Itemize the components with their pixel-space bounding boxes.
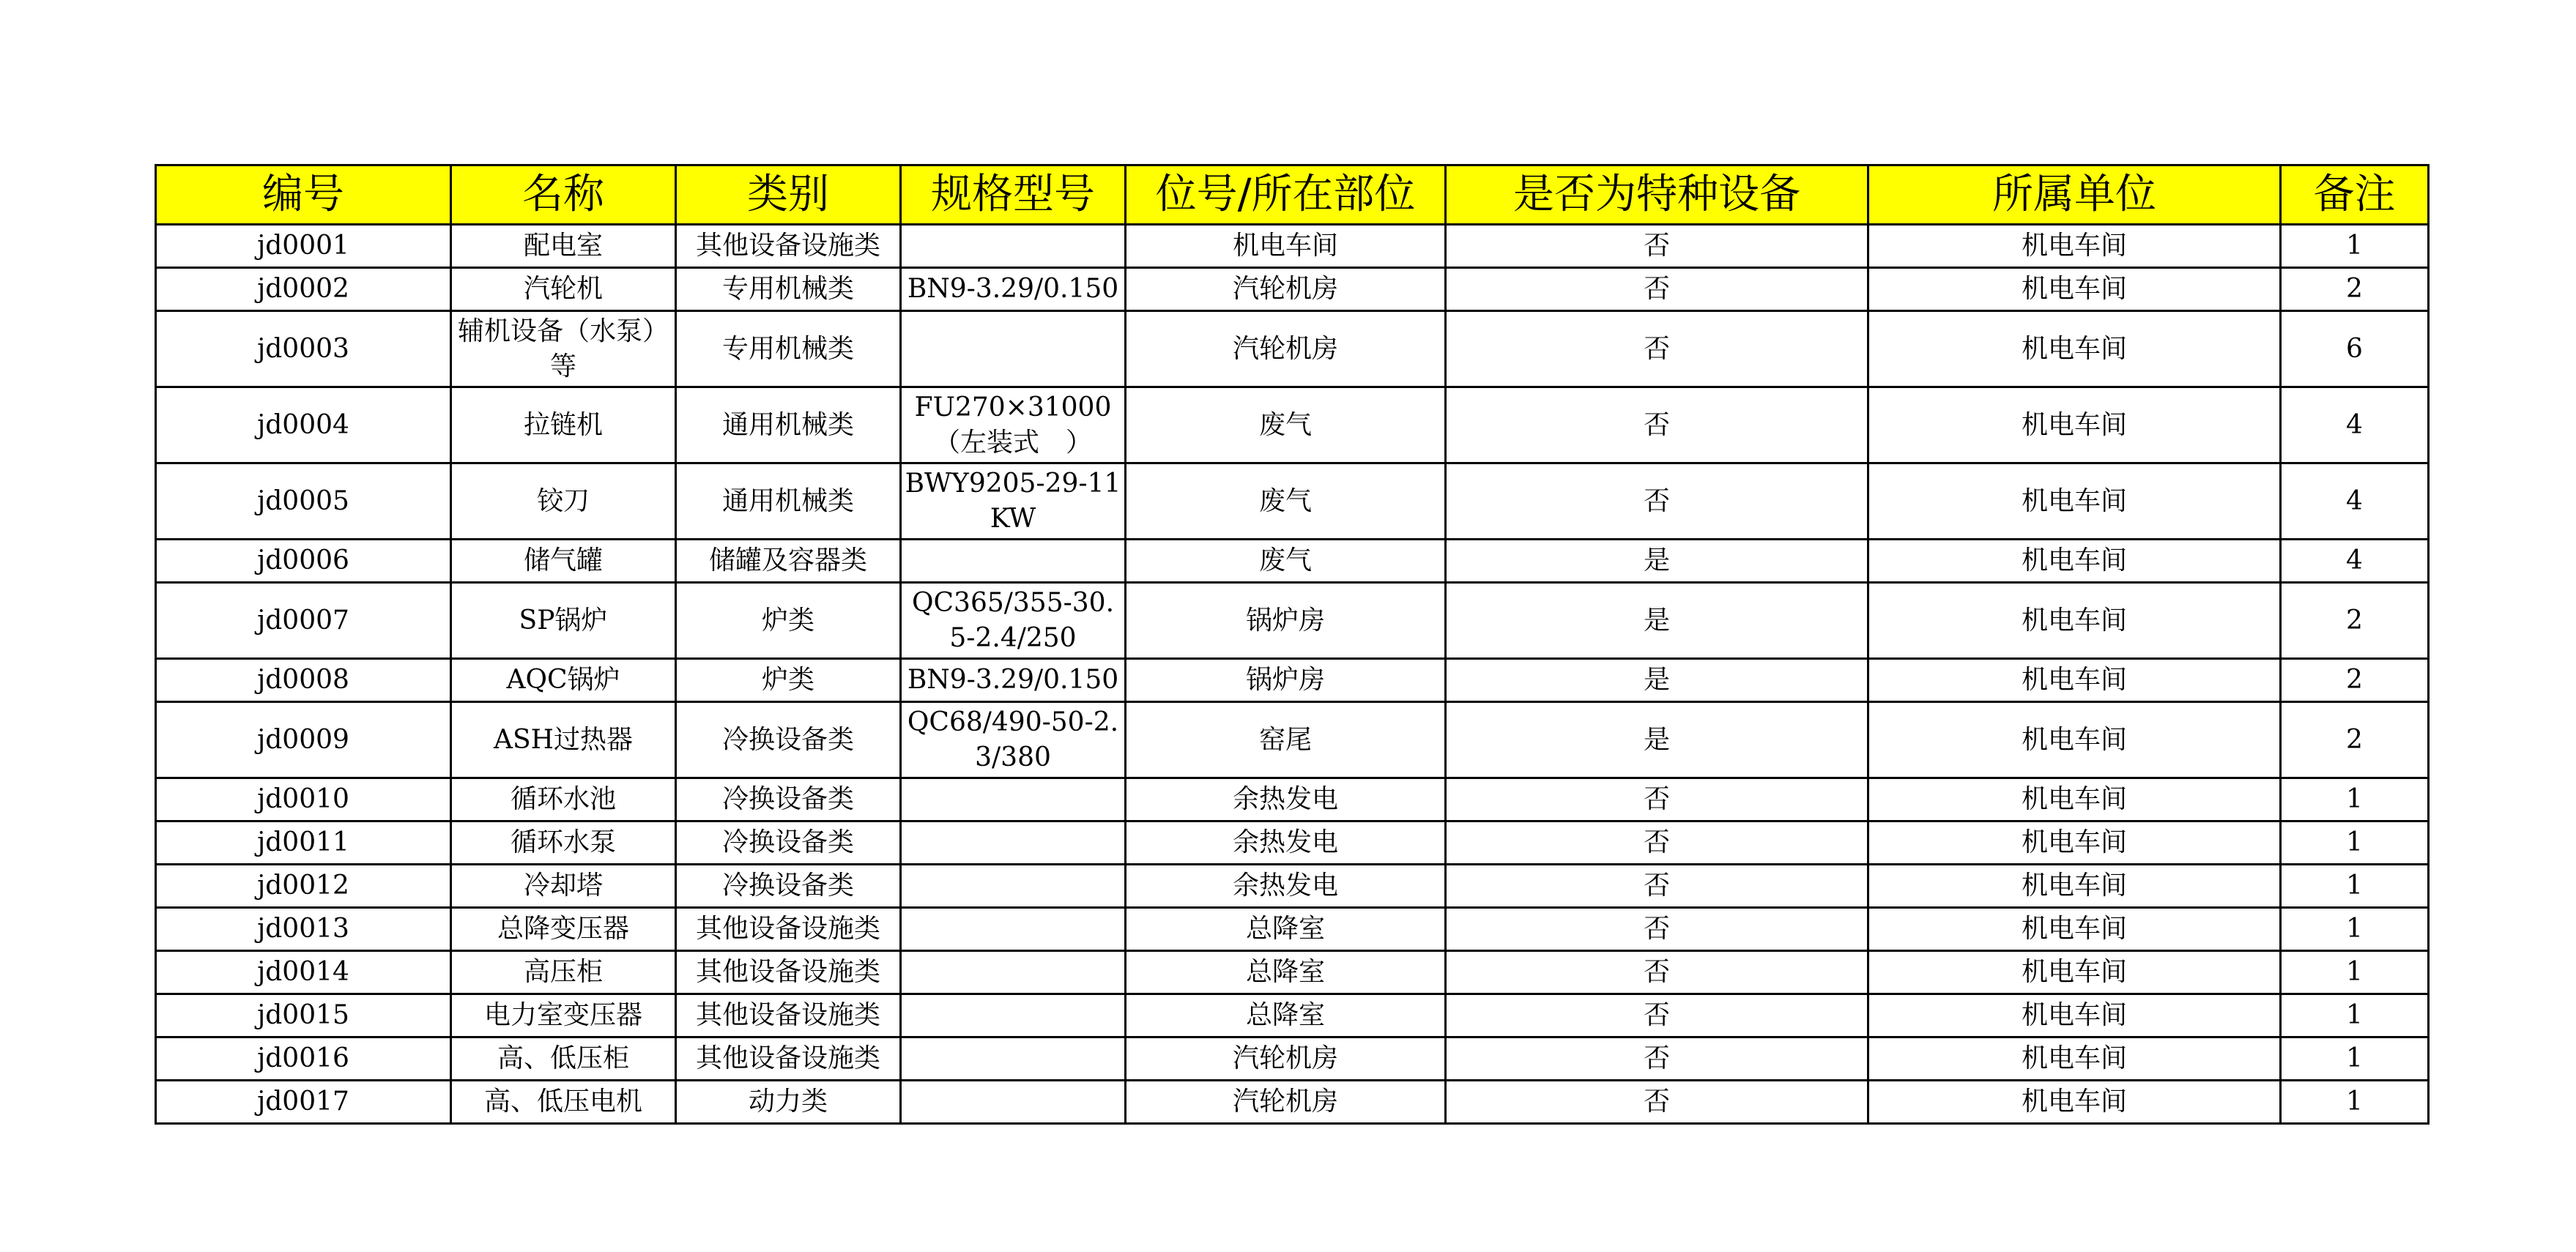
cell-location-text: 余热发电 [1232,827,1338,857]
cell-special-equipment-text: 否 [1643,827,1670,857]
cell-id [156,268,451,311]
cell-special-equipment [1446,311,1868,387]
cell-location-text: 锅炉房 [1245,665,1325,695]
cell-category [676,821,901,865]
cell-note [2281,908,2429,951]
cell-special-equipment [1446,540,1868,583]
cell-special-equipment-text: 否 [1643,1087,1670,1117]
cell-category [676,387,901,463]
cell-note [2281,463,2429,540]
cell-unit-text: 机电车间 [2021,485,2127,516]
table-row [156,225,2429,268]
cell-location-text: 余热发电 [1232,784,1338,814]
cell-special-equipment [1446,821,1868,865]
cell-unit-text: 机电车间 [2021,871,2127,901]
cell-unit-text: 机电车间 [2021,274,2127,304]
cell-location [1126,387,1446,463]
cell-name-text: 循环水池 [510,784,616,814]
cell-note-text: 2 [2346,724,2363,755]
cell-spec-text: BWY9205-29-11KW [905,468,1121,534]
cell-note [2281,821,2429,865]
cell-category [676,463,901,540]
cell-special-equipment [1446,702,1868,778]
cell-note [2281,1037,2429,1081]
cell-name-text: 总降变压器 [497,914,629,944]
cell-special-equipment [1446,268,1868,311]
cell-name [451,311,676,387]
cell-unit [1868,994,2281,1037]
cell-note [2281,311,2429,387]
cell-unit [1868,540,2281,583]
table-row [156,865,2429,908]
cell-note-text: 1 [2346,231,2363,261]
header-note: 备注 [2281,165,2429,225]
cell-location [1126,1037,1446,1081]
cell-name [451,1037,676,1081]
cell-location [1126,311,1446,387]
cell-id-text: jd0008 [257,665,349,695]
cell-special-equipment [1446,865,1868,908]
cell-special-equipment [1446,1081,1868,1124]
cell-note-text: 4 [2346,545,2363,575]
cell-name [451,387,676,463]
cell-category [676,1081,901,1124]
cell-category-text: 冷换设备类 [721,827,854,857]
cell-unit-text: 机电车间 [2021,784,2127,814]
cell-unit-text: 机电车间 [2021,545,2127,575]
cell-location-text: 总降室 [1245,1000,1325,1030]
cell-note-text: 4 [2346,485,2363,516]
cell-unit [1868,583,2281,659]
cell-id [156,1037,451,1081]
cell-note-text: 1 [2346,871,2363,901]
table-row [156,659,2429,702]
cell-id-text: jd0011 [257,827,349,857]
cell-category-text: 其他设备设施类 [695,1000,880,1030]
cell-category [676,659,901,702]
cell-note [2281,778,2429,821]
cell-unit-text: 机电车间 [2021,231,2127,261]
cell-special-equipment-text: 否 [1643,274,1670,304]
cell-location [1126,865,1446,908]
cell-name [451,865,676,908]
cell-id [156,540,451,583]
cell-category [676,908,901,951]
cell-location-text: 总降室 [1245,914,1325,944]
table-row [156,821,2429,865]
cell-unit-text: 机电车间 [2021,827,2127,857]
cell-id-text: jd0007 [257,605,349,636]
cell-note-text: 1 [2346,914,2363,944]
cell-note [2281,583,2429,659]
cell-unit [1868,463,2281,540]
cell-note [2281,994,2429,1037]
table-row [156,583,2429,659]
cell-location [1126,268,1446,311]
cell-unit-text: 机电车间 [2021,1000,2127,1030]
cell-category-text: 储罐及容器类 [708,545,867,575]
cell-id-text: jd0017 [257,1087,349,1117]
cell-location [1126,583,1446,659]
cell-category [676,268,901,311]
cell-location [1126,951,1446,994]
cell-name [451,821,676,865]
cell-name [451,463,676,540]
cell-location [1126,994,1446,1037]
cell-special-equipment-text: 否 [1643,1000,1670,1030]
cell-id [156,865,451,908]
cell-id [156,659,451,702]
header-row [156,165,2429,225]
cell-id [156,583,451,659]
cell-id-text: jd0013 [257,914,349,944]
cell-id [156,702,451,778]
cell-special-equipment-text: 是 [1643,665,1670,695]
cell-spec [901,1037,1126,1081]
cell-name [451,778,676,821]
cell-category-text: 通用机械类 [721,485,854,516]
cell-special-equipment [1446,951,1868,994]
cell-special-equipment [1446,225,1868,268]
cell-location [1126,778,1446,821]
cell-category [676,311,901,387]
cell-unit [1868,821,2281,865]
table-row [156,951,2429,994]
cell-name [451,994,676,1037]
cell-unit-text: 机电车间 [2021,605,2127,636]
cell-id [156,821,451,865]
cell-id-text: jd0016 [257,1043,349,1073]
cell-category-text: 动力类 [748,1087,828,1117]
table-row [156,702,2429,778]
cell-special-equipment-text: 否 [1643,1043,1670,1073]
cell-special-equipment-text: 是 [1643,545,1670,575]
table-body [156,225,2429,1124]
cell-spec [901,583,1126,659]
cell-category [676,1037,901,1081]
cell-location [1126,908,1446,951]
cell-id-text: jd0001 [257,231,349,261]
cell-unit [1868,311,2281,387]
cell-name-text: 电力室变压器 [483,1000,642,1030]
cell-id-text: jd0014 [257,957,349,987]
cell-id [156,908,451,951]
cell-unit-text: 机电车间 [2021,724,2127,755]
cell-category-text: 专用机械类 [721,333,854,364]
table-row [156,1081,2429,1124]
cell-location-text: 汽轮机房 [1232,1043,1338,1073]
cell-note [2281,865,2429,908]
cell-name [451,659,676,702]
cell-id [156,387,451,463]
cell-note-text: 1 [2346,1000,2363,1030]
table-row [156,268,2429,311]
cell-note-text: 2 [2346,605,2363,636]
table-row [156,778,2429,821]
cell-name [451,583,676,659]
cell-id [156,778,451,821]
cell-unit-text: 机电车间 [2021,1087,2127,1117]
cell-location [1126,463,1446,540]
cell-unit [1868,225,2281,268]
header-special-equipment: 是否为特种设备 [1446,165,1868,225]
cell-note [2281,951,2429,994]
cell-id-text: jd0004 [257,409,349,440]
cell-note-text: 6 [2346,333,2363,364]
cell-note [2281,225,2429,268]
cell-category-text: 冷换设备类 [721,784,854,814]
cell-name-text: 高、低压柜 [497,1043,629,1073]
cell-name-text: 循环水泵 [510,827,616,857]
header-category: 类别 [676,165,901,225]
cell-location-text: 窑尾 [1258,724,1312,755]
cell-category [676,540,901,583]
cell-category-text: 通用机械类 [721,409,854,440]
cell-location [1126,1081,1446,1124]
cell-location-text: 汽轮机房 [1232,333,1338,364]
cell-category [676,583,901,659]
cell-location [1126,540,1446,583]
cell-spec [901,702,1126,778]
cell-spec [901,951,1126,994]
cell-name [451,1081,676,1124]
cell-spec-text: BN9-3.29/0.150 [907,274,1119,304]
cell-id [156,951,451,994]
header-location: 位号/所在部位 [1126,165,1446,225]
cell-note-text: 1 [2346,1043,2363,1073]
cell-location-text: 总降室 [1245,957,1325,987]
table-row [156,540,2429,583]
cell-category [676,994,901,1037]
cell-special-equipment-text: 否 [1643,871,1670,901]
cell-category-text: 其他设备设施类 [695,957,880,987]
cell-id-text: jd0012 [257,871,349,901]
cell-special-equipment [1446,583,1868,659]
cell-special-equipment [1446,387,1868,463]
cell-spec-text: BN9-3.29/0.150 [907,665,1119,695]
cell-category-text: 其他设备设施类 [695,914,880,944]
cell-name-text: 辅机设备（水泵）等 [457,316,669,381]
table-row [156,387,2429,463]
cell-special-equipment-text: 否 [1643,485,1670,516]
cell-id-text: jd0015 [257,1000,349,1030]
cell-spec [901,1081,1126,1124]
cell-note [2281,387,2429,463]
cell-spec [901,821,1126,865]
cell-unit-text: 机电车间 [2021,409,2127,440]
cell-name [451,908,676,951]
cell-special-equipment [1446,659,1868,702]
cell-unit-text: 机电车间 [2021,665,2127,695]
cell-unit [1868,268,2281,311]
table-row [156,463,2429,540]
cell-note-text: 2 [2346,274,2363,304]
cell-note [2281,268,2429,311]
cell-id [156,225,451,268]
cell-id-text: jd0003 [257,333,349,364]
cell-spec [901,865,1126,908]
cell-location [1126,702,1446,778]
cell-name-text: 配电室 [523,231,603,261]
cell-name [451,540,676,583]
cell-name [451,702,676,778]
cell-id-text: jd0010 [257,784,349,814]
cell-unit-text: 机电车间 [2021,914,2127,944]
cell-spec-text: QC365/355-30.5-2.4/250 [911,587,1115,653]
cell-special-equipment-text: 否 [1643,409,1670,440]
cell-id [156,463,451,540]
cell-spec-text: FU270×31000（左装式 ） [914,392,1112,458]
cell-unit [1868,702,2281,778]
cell-location-text: 余热发电 [1232,871,1338,901]
table-row [156,311,2429,387]
cell-spec [901,778,1126,821]
cell-note [2281,702,2429,778]
cell-location [1126,821,1446,865]
cell-name [451,225,676,268]
cell-unit [1868,1037,2281,1081]
cell-spec [901,387,1126,463]
cell-location-text: 废气 [1258,545,1312,575]
cell-special-equipment-text: 是 [1643,605,1670,636]
cell-name-text: 铰刀 [536,485,590,516]
cell-name-text: 冷却塔 [523,871,603,901]
cell-note [2281,540,2429,583]
cell-name-text: ASH过热器 [493,724,634,755]
cell-unit-text: 机电车间 [2021,1043,2127,1073]
cell-category-text: 冷换设备类 [721,871,854,901]
cell-unit [1868,778,2281,821]
cell-id [156,994,451,1037]
cell-id-text: jd0009 [257,724,349,755]
cell-special-equipment [1446,463,1868,540]
cell-location-text: 汽轮机房 [1232,274,1338,304]
cell-spec [901,994,1126,1037]
table-row [156,1037,2429,1081]
cell-spec-text: QC68/490-50-2.3/380 [907,707,1119,772]
header-unit: 所属单位 [1868,165,2281,225]
cell-category-text: 冷换设备类 [721,724,854,755]
cell-name-text: SP锅炉 [519,605,608,636]
cell-spec [901,268,1126,311]
cell-note-text: 4 [2346,409,2363,440]
cell-id [156,1081,451,1124]
cell-location-text: 机电车间 [1232,231,1338,261]
cell-special-equipment-text: 否 [1643,957,1670,987]
cell-spec [901,463,1126,540]
cell-id [156,311,451,387]
cell-unit [1868,387,2281,463]
cell-spec [901,659,1126,702]
equipment-table [155,164,2430,1125]
cell-unit-text: 机电车间 [2021,957,2127,987]
cell-name-text: 高压柜 [523,957,603,987]
cell-category [676,865,901,908]
header-id: 编号 [156,165,451,225]
cell-location [1126,225,1446,268]
header-spec: 规格型号 [901,165,1126,225]
cell-note-text: 1 [2346,827,2363,857]
cell-category-text: 炉类 [761,605,814,636]
cell-id-text: jd0002 [257,274,349,304]
cell-note [2281,659,2429,702]
cell-unit [1868,1081,2281,1124]
cell-category-text: 其他设备设施类 [695,1043,880,1073]
cell-special-equipment-text: 否 [1643,333,1670,364]
cell-location [1126,659,1446,702]
cell-note-text: 2 [2346,665,2363,695]
cell-special-equipment-text: 否 [1643,784,1670,814]
cell-special-equipment [1446,908,1868,951]
cell-note-text: 1 [2346,1087,2363,1117]
cell-unit-text: 机电车间 [2021,333,2127,364]
cell-name-text: 高、低压电机 [483,1087,642,1117]
cell-spec [901,540,1126,583]
cell-spec [901,908,1126,951]
header-name: 名称 [451,165,676,225]
cell-id-text: jd0006 [257,545,349,575]
cell-location-text: 汽轮机房 [1232,1087,1338,1117]
cell-special-equipment-text: 否 [1643,231,1670,261]
cell-spec [901,225,1126,268]
cell-location-text: 废气 [1258,409,1312,440]
cell-location-text: 废气 [1258,485,1312,516]
cell-category-text: 专用机械类 [721,274,854,304]
cell-category [676,951,901,994]
cell-special-equipment-text: 是 [1643,724,1670,755]
cell-category [676,778,901,821]
cell-id-text: jd0005 [257,485,349,516]
cell-unit [1868,659,2281,702]
cell-special-equipment [1446,778,1868,821]
cell-category-text: 其他设备设施类 [695,231,880,261]
cell-name-text: 汽轮机 [523,274,603,304]
cell-unit [1868,865,2281,908]
cell-name-text: AQC锅炉 [506,665,620,695]
cell-location-text: 锅炉房 [1245,605,1325,636]
cell-note-text: 1 [2346,957,2363,987]
cell-special-equipment-text: 否 [1643,914,1670,944]
cell-name [451,268,676,311]
cell-name-text: 储气罐 [523,545,603,575]
cell-unit [1868,908,2281,951]
cell-name [451,951,676,994]
cell-name-text: 拉链机 [523,409,603,440]
cell-spec [901,311,1126,387]
cell-note-text: 1 [2346,784,2363,814]
cell-category [676,702,901,778]
cell-special-equipment [1446,1037,1868,1081]
cell-special-equipment [1446,994,1868,1037]
cell-category [676,225,901,268]
table-row [156,994,2429,1037]
table-row [156,908,2429,951]
cell-unit [1868,951,2281,994]
cell-note [2281,1081,2429,1124]
cell-category-text: 炉类 [761,665,814,695]
